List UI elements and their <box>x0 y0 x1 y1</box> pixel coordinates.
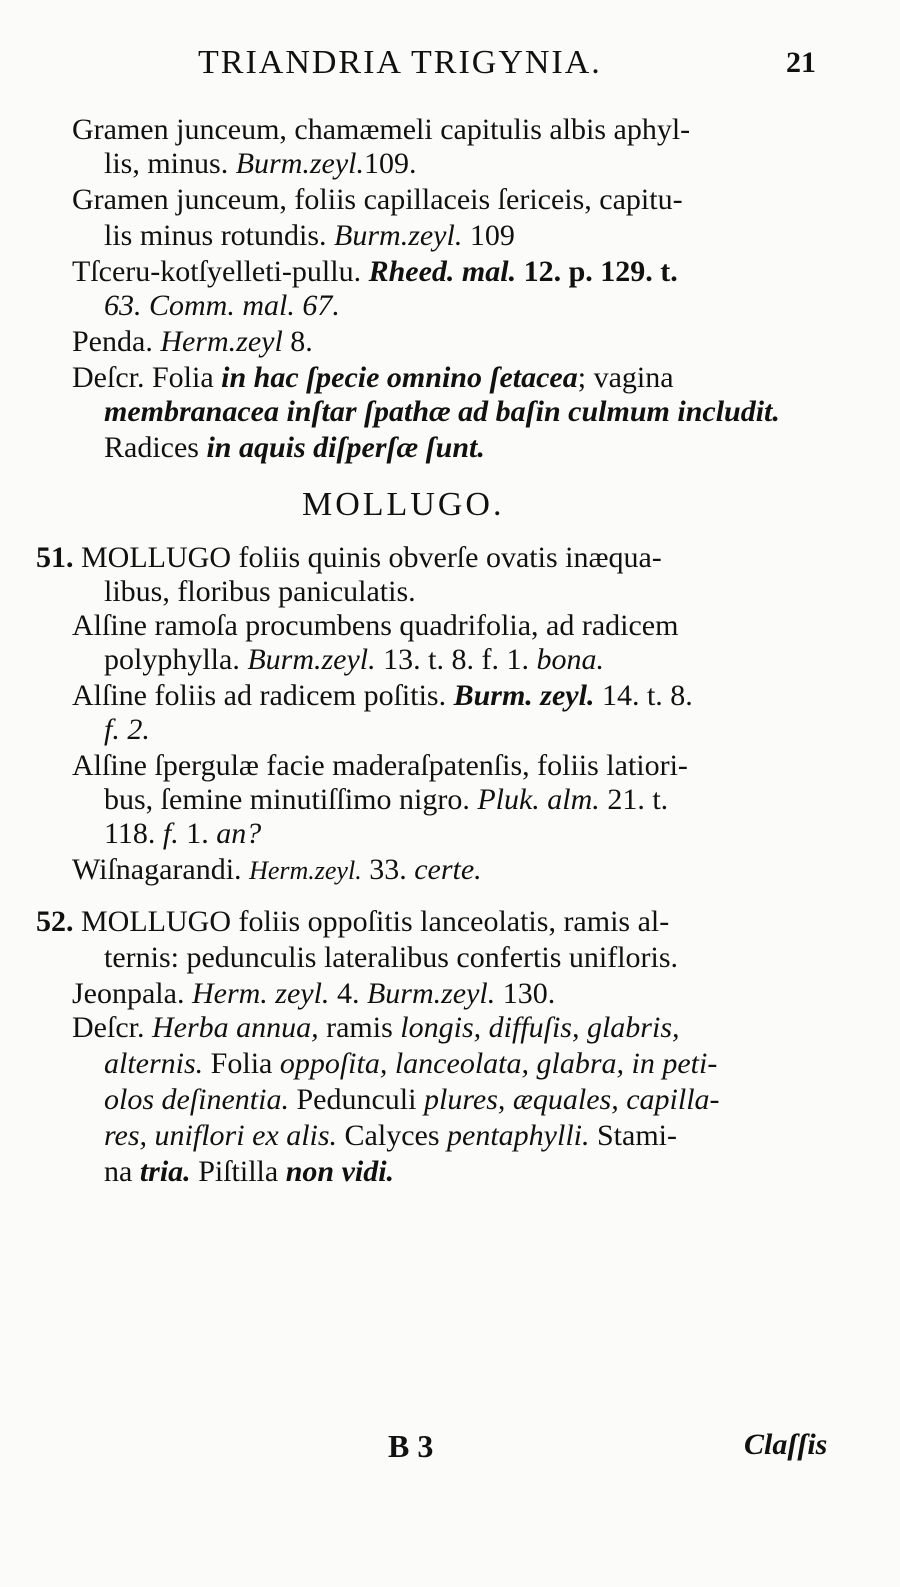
line-text: Alſine foliis ad radicem poſitis. <box>72 679 454 712</box>
text-line <box>72 112 690 148</box>
citation-number: 21. t. <box>599 783 669 816</box>
citation-number: f. 2. <box>104 713 150 746</box>
citation-number: 67. <box>294 289 340 322</box>
text-line <box>104 574 416 610</box>
line-text: Alſine ſpergulæ facie maderaſpatenſis, foliis latiori- <box>72 749 688 782</box>
line-text: Wiſnagarandi. <box>72 853 250 886</box>
line-text: Gramen junceum, foliis capillaceis ſericeis, capitu- <box>72 183 683 216</box>
citation: Herm.zeyl. <box>249 856 362 885</box>
italic-text: oppoſita, lanceolata, glabra, in peti- <box>279 1047 718 1080</box>
line-text: Gramen junceum, chamæmeli capitulis albis aphyl- <box>72 113 691 146</box>
line-text: ; vagina <box>577 361 674 394</box>
citation-number: 109. <box>364 147 417 180</box>
italic-text: pentaphylli. <box>447 1119 590 1152</box>
text-line <box>104 940 678 976</box>
italic-text: in aquis diſperſæ ſunt. <box>206 431 485 464</box>
text-line <box>72 324 313 360</box>
text-line <box>72 360 674 396</box>
text-line <box>104 1154 394 1190</box>
italic-text: an? <box>216 817 262 850</box>
citation-number: 109 <box>462 219 515 252</box>
text-line <box>72 254 678 290</box>
italic-text: plures, æquales, capilla- <box>423 1083 720 1116</box>
citation: Comm. mal. <box>149 289 295 322</box>
line-text: Penda. <box>72 325 161 358</box>
line-text: bus, ſemine minutiſſimo nigro. <box>104 783 478 816</box>
text-line <box>104 1118 677 1154</box>
line-text: MOLLUGO foliis oppoſitis lanceolatis, ramis al- <box>73 905 670 938</box>
citation-number: 63. <box>104 289 149 322</box>
line-text: ramis <box>318 1011 401 1044</box>
line-text: lis, minus. <box>104 147 236 180</box>
line-text: Pedunculi <box>288 1083 424 1116</box>
italic-text: in hac ſpecie omnino ſetacea <box>221 361 578 394</box>
citation-number: 1. <box>178 817 217 850</box>
line-text: Radices <box>104 431 207 464</box>
text-line <box>104 782 668 818</box>
line-text: libus, floribus paniculatis. <box>104 575 416 608</box>
line-text: ternis: pedunculis lateralibus confertis unifloris. <box>104 941 679 974</box>
text-line <box>72 182 683 218</box>
page-header <box>0 44 900 94</box>
line-text: na <box>104 1155 140 1188</box>
species-number: 52. <box>36 905 74 938</box>
line-text: lis minus rotundis. <box>104 219 335 252</box>
text-line <box>104 146 417 182</box>
page-number: 21 <box>786 46 816 79</box>
line-text: Calyces <box>337 1119 448 1152</box>
catchword: Claſſis <box>744 1428 828 1461</box>
citation-number: 12. p. 129. t. <box>516 255 678 288</box>
text-line <box>72 976 555 1012</box>
citation: Rheed. mal. <box>368 255 517 288</box>
citation: Burm.zeyl. <box>334 219 463 252</box>
citation: Burm.zeyl. <box>235 147 365 180</box>
citation-number: 13. t. 8. f. 1. <box>375 643 537 676</box>
italic-text: certe. <box>414 853 482 886</box>
line-text: polyphylla. <box>104 643 248 676</box>
italic-text: res, uniflori ex alis. <box>104 1119 338 1152</box>
italic-text: tria. <box>139 1155 191 1188</box>
text-line <box>104 288 340 324</box>
line-text: Deſcr. <box>72 1011 152 1044</box>
italic-text: bona. <box>536 643 604 676</box>
line-text: Alſine ramoſa procumbens quadrifolia, ad radicem <box>72 609 679 642</box>
citation: Herm.zeyl <box>160 325 283 358</box>
text-line <box>72 852 482 889</box>
citation: Herm. zeyl. <box>191 977 330 1010</box>
text-line <box>72 748 688 784</box>
text-line <box>72 1010 680 1046</box>
italic-text: Herba annua, <box>151 1011 319 1044</box>
text-line <box>72 608 678 644</box>
text-line <box>36 904 669 940</box>
italic-text: olos deſinentia. <box>104 1083 289 1116</box>
text-line <box>104 430 485 466</box>
italic-text: longis, diffuſis, glabris, <box>400 1011 680 1044</box>
citation-number: 33. <box>361 853 415 886</box>
citation-number: 8. <box>282 325 313 358</box>
citation: Burm.zeyl. <box>366 977 496 1010</box>
citation: Burm. zeyl. <box>453 679 595 712</box>
line-text: Tſceru-kotſyelleti-pullu. <box>72 255 369 288</box>
text-line <box>72 678 693 714</box>
citation: Burm.zeyl. <box>247 643 376 676</box>
citation-number: 118. <box>104 817 163 850</box>
species-number: 51. <box>36 541 74 574</box>
line-text: Piſtilla <box>190 1155 286 1188</box>
italic-text: non vidi. <box>285 1155 395 1188</box>
citation: f. <box>162 817 179 850</box>
text-line <box>104 642 604 678</box>
italic-text: alternis. <box>104 1047 204 1080</box>
line-text: MOLLUGO foliis quinis obverſe ovatis inæqua- <box>73 541 662 574</box>
text-line <box>104 1082 720 1118</box>
signature-mark: B 3 <box>388 1428 434 1464</box>
citation: Pluk. alm. <box>477 783 600 816</box>
line-text: Folia <box>203 1047 280 1080</box>
text-line <box>104 218 515 254</box>
genus-heading: MOLLUGO. <box>302 486 505 523</box>
line-text: Jeonpala. <box>72 977 192 1010</box>
running-title: TRIANDRIA TRIGYNIA. <box>198 44 602 81</box>
line-text: Stami- <box>589 1119 677 1152</box>
text-line <box>104 816 261 852</box>
italic-text: membranacea inſtar ſpathæ ad baſin culmum includit. <box>104 395 780 428</box>
text-line <box>36 540 662 576</box>
citation-number: 4. <box>329 977 367 1010</box>
text-line <box>104 712 150 748</box>
citation-number: 14. t. 8. <box>594 679 693 712</box>
line-text: Deſcr. Folia <box>72 361 222 394</box>
text-line <box>104 1046 717 1082</box>
text-line <box>104 394 780 430</box>
citation-number: 130. <box>495 977 556 1010</box>
